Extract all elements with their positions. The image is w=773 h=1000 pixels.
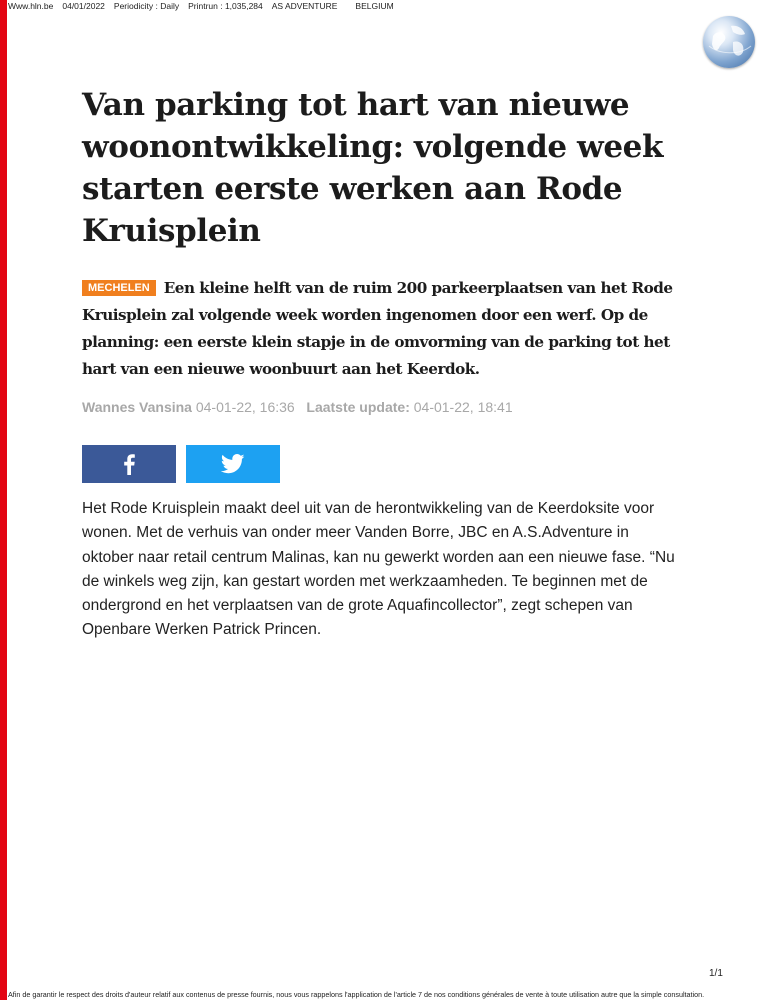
update-date: 04-01-22, 18:41 <box>413 399 513 415</box>
article-title: Van parking tot hart van nieuwe woonontwikkeling: volgende week starten eerste werken aan Rode Kruisplein <box>82 87 664 249</box>
clipping-date: 04/01/2022 <box>62 1 105 11</box>
printrun: Printrun : 1,035,284 <box>188 1 263 11</box>
clipping-header <box>8 1 403 11</box>
facebook-icon <box>122 453 136 475</box>
client-name: AS ADVENTURE <box>271 1 338 11</box>
article-body: Het Rode Kruisplein maakt deel uit van de herontwikkeling van de Keerdoksite voor wonen. Met de verhuis van onder meer Vanden Borre, JBC en A.S.Adventure in oktober naar retail centrum Malinas, kan nu gewerkt worden aan een nieuwe fase. “Nu de winkels weg zijn, kan gestart worden met werkzaamheden. Te beginnen met de ondergrond en het verplaatsen van de grote Aquafincollector”, zegt schepen van Openbare Werken Patrick Princen. <box>82 500 675 639</box>
update-label: Laatste update: <box>306 399 410 415</box>
lead-text: Een kleine helft van de ruim 200 parkeerplaatsen van het Rode Kruisplein zal volgende week worden ingenomen door een werf. Op de planning: een eerste klein stapje in de omvorming van de parking tot het hart van een nieuwe woonbuurt aan het Keerdok. <box>82 279 673 378</box>
copyright-disclaimer: Afin de garantir le respect des droits d'auteur relatif aux contenus de presse fournis, nous vous rappelons l'application de l'article 7 de nos conditions générales de vente à toute utilisation autre que la simple consultation. <box>8 990 705 999</box>
byline <box>82 399 513 415</box>
page-number: 1/1 <box>709 968 723 979</box>
source-url: Www.hln.be <box>8 1 54 11</box>
country: BELGIUM <box>355 1 394 11</box>
twitter-icon <box>221 454 245 474</box>
periodicity: Periodicity : Daily <box>113 1 180 11</box>
publish-date: 04-01-22, 16:36 <box>195 399 295 415</box>
twitter-share-button[interactable] <box>186 445 280 483</box>
facebook-share-button[interactable] <box>82 445 176 483</box>
location-tag[interactable]: MECHELEN <box>82 280 156 296</box>
left-red-bar <box>0 0 7 1000</box>
article-lead <box>82 275 692 383</box>
globe-icon <box>703 16 755 68</box>
author-name[interactable]: Wannes Vansina <box>82 399 192 415</box>
